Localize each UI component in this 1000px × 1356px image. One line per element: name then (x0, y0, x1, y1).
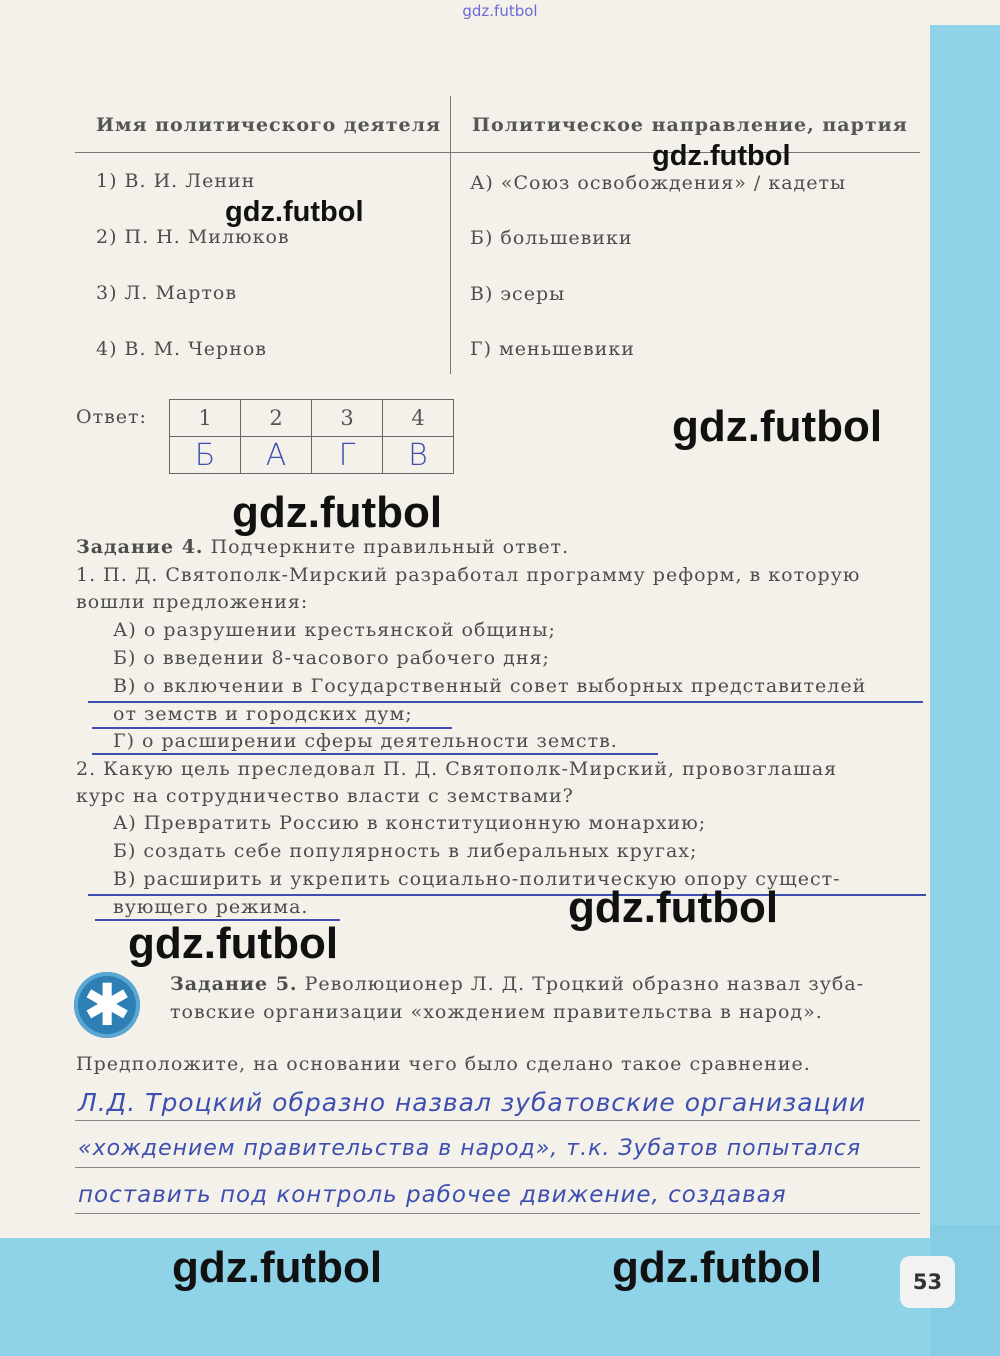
task4-q1-line1: 1. П. Д. Святополк-Мирский разработал программу реформ, в которую (76, 564, 861, 586)
task4-q2-line1: 2. Какую цель преследовал П. Д. Святополк-Мирский, провозглашая (76, 758, 838, 780)
answer-cell[interactable]: Б (170, 437, 241, 474)
watermark: gdz.futbol (232, 488, 443, 537)
answer-table (169, 399, 454, 474)
task4-q1-option: Г) о расширении сферы деятельности земств. (113, 730, 618, 752)
task4-q1-line2: вошли предложения: (76, 591, 309, 613)
task4-q1-option: А) о разрушении крестьянской общины; (113, 619, 556, 641)
task4-q2-option: В) расширить и укрепить социально-политическую опору сущест- (113, 868, 841, 890)
table-header-left: Имя политического деятеля (96, 114, 442, 136)
task4-q2-option: вующего режима. (113, 896, 309, 918)
table-header-rule (75, 152, 920, 153)
task4-q1-option: Б) о введении 8-часового рабочего дня; (113, 647, 550, 669)
watermark: gdz.futbol (568, 883, 779, 932)
task4-title: Задание 4. (76, 536, 204, 558)
answer-cell[interactable]: В (383, 437, 454, 474)
task5-line1 (170, 973, 864, 995)
task4-q1-option: от земств и городских дум; (113, 703, 413, 725)
answer-number: 3 (312, 400, 383, 437)
answer-number: 4 (383, 400, 454, 437)
task4-q1-option: В) о включении в Государственный совет выборных представителей (113, 675, 867, 697)
watermark: gdz.futbol (612, 1243, 823, 1292)
answer-cell[interactable]: А (241, 437, 312, 474)
table-row-right: А) «Союз освобождения» / кадеты (470, 172, 847, 194)
page-number: 53 (900, 1256, 955, 1308)
answer-underline (92, 753, 658, 755)
task4-q2-line2: курс на сотрудничество власти с земствами? (76, 785, 574, 807)
side-band (930, 25, 1000, 1356)
task5-line2: товские организации «хождением правительства в народ». (170, 1001, 823, 1023)
table-header-right: Политическое направление, партия (472, 114, 908, 136)
task4-heading (76, 536, 569, 558)
asterisk-icon: ✱ (74, 972, 140, 1038)
table-row-left: 1) В. И. Ленин (96, 170, 256, 192)
task5-text: Революционер Л. Д. Троцкий образно назвал зуба- (304, 973, 865, 995)
writing-line (75, 1120, 920, 1121)
task4-q2-option: А) Превратить Россию в конституционную монархию; (113, 812, 707, 834)
table-row-right: В) эсеры (470, 283, 566, 305)
table-row-left: 3) Л. Мартов (96, 282, 238, 304)
handwritten-answer[interactable]: «хождением правительства в народ», т.к. Зубатов попытался (78, 1136, 862, 1161)
table-row-right: Г) меньшевики (470, 338, 635, 360)
table-row-left: 2) П. Н. Милюков (96, 226, 290, 248)
handwritten-answer[interactable]: поставить под контроль рабочее движение, создавая (78, 1182, 787, 1208)
top-watermark: gdz.futbol (462, 2, 538, 20)
watermark: gdz.futbol (652, 140, 791, 172)
watermark: gdz.futbol (225, 196, 364, 228)
bottom-band (0, 1238, 1000, 1356)
table-row-right: Б) большевики (470, 227, 633, 249)
watermark: gdz.futbol (672, 402, 883, 451)
watermark: gdz.futbol (128, 919, 339, 968)
task5-title: Задание 5. (170, 973, 298, 995)
answer-number: 1 (170, 400, 241, 437)
writing-line (75, 1213, 920, 1214)
task4-instruction: Подчеркните правильный ответ. (210, 536, 570, 558)
answer-cell[interactable]: Г (312, 437, 383, 474)
table-row-left: 4) В. М. Чернов (96, 338, 268, 360)
task5-prompt: Предположите, на основании чего было сделано такое сравнение. (76, 1053, 811, 1075)
writing-line (75, 1167, 920, 1168)
answer-number: 2 (241, 400, 312, 437)
table-divider (450, 96, 451, 374)
task4-q2-option: Б) создать себе популярность в либеральных кругах; (113, 840, 698, 862)
handwritten-answer[interactable]: Л.Д. Троцкий образно назвал зубатовские организации (78, 1088, 867, 1117)
watermark: gdz.futbol (172, 1243, 383, 1292)
answer-label: Ответ: (76, 406, 147, 428)
answer-underline (92, 727, 452, 729)
